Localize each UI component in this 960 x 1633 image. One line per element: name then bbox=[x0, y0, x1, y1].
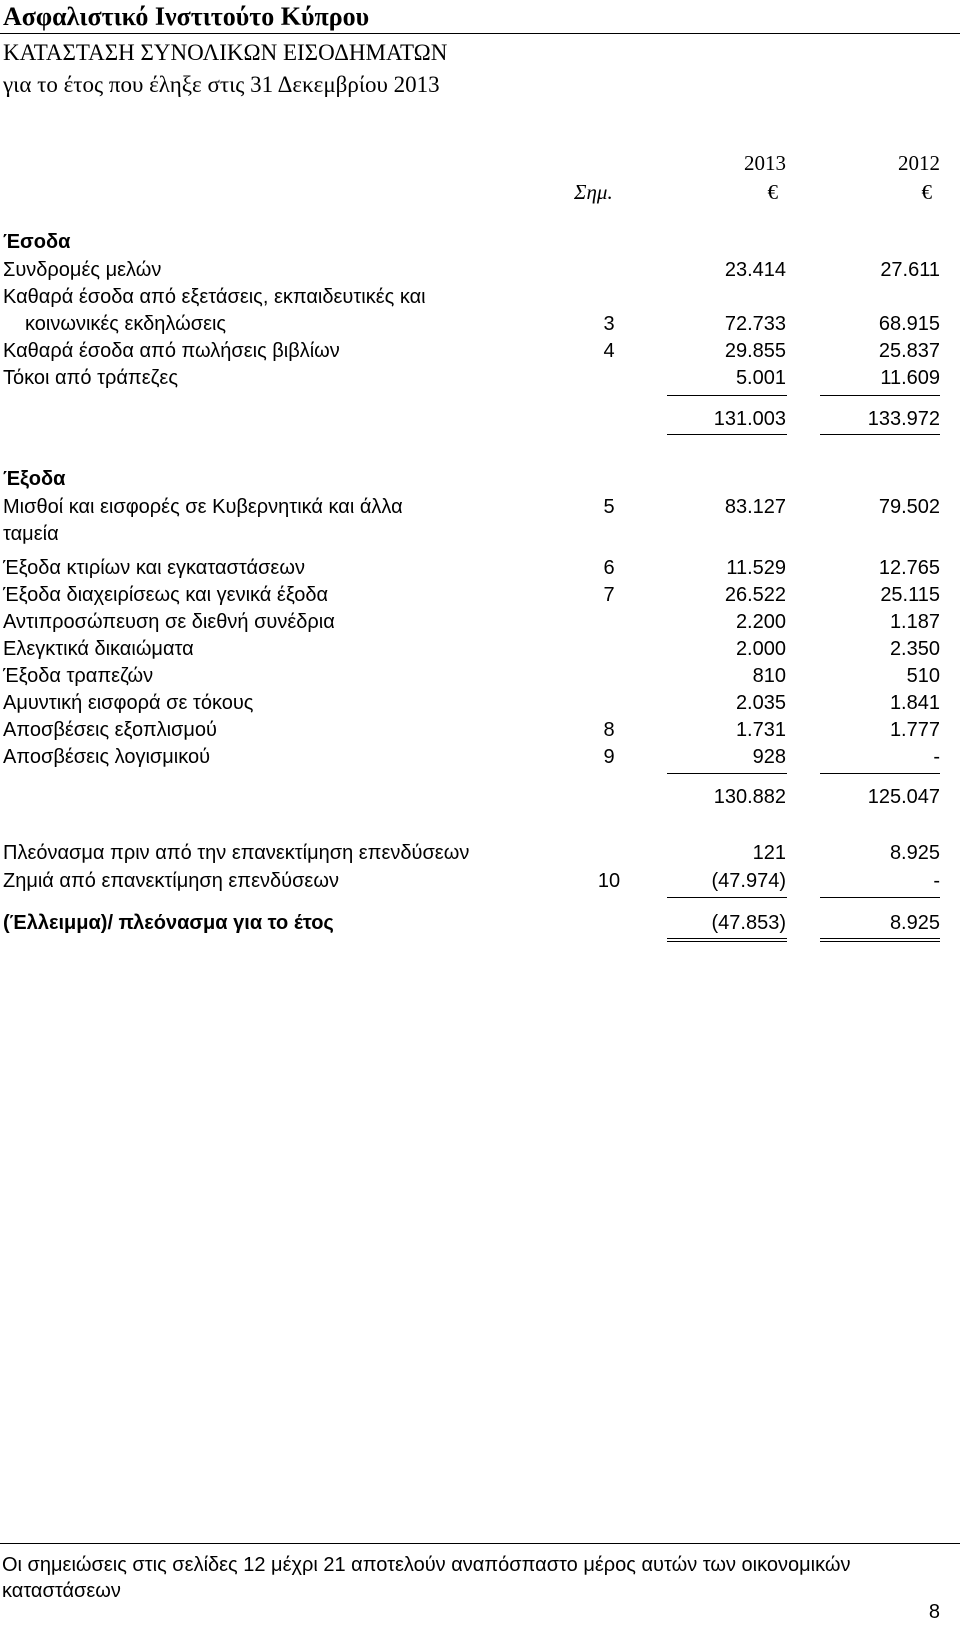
revaluation-loss-label: Ζημιά από επανεκτίμηση επενδύσεων bbox=[3, 870, 339, 892]
row-label: Αμυντική εισφορά σε τόκους bbox=[3, 692, 254, 714]
value-2012: 12.765 bbox=[878, 557, 940, 579]
statement-title: ΚΑΤΑΣΤΑΣΗ ΣΥΝΟΛΙΚΩΝ ΕΙΣΟΔΗΜΑΤΩΝ bbox=[3, 40, 448, 65]
subtotal-rule bbox=[667, 897, 787, 898]
column-year-2013: 2013 bbox=[744, 151, 786, 175]
revaluation-loss-2013: (47.974) bbox=[711, 870, 786, 892]
double-rule bbox=[667, 938, 787, 939]
value-2013: 928 bbox=[752, 746, 786, 768]
note-ref: 10 bbox=[597, 870, 621, 892]
value-2012: 11.609 bbox=[880, 367, 940, 389]
column-year-2012: 2012 bbox=[898, 151, 940, 175]
statement-subtitle: για το έτος που έληξε στις 31 Δεκεμβρίου 2013 bbox=[3, 72, 440, 97]
organization-name: Ασφαλιστικό Ινστιτούτο Κύπρου bbox=[3, 2, 370, 31]
header-divider bbox=[0, 33, 960, 34]
expenses-total-2012: 125.047 bbox=[867, 786, 940, 808]
note-ref: 4 bbox=[603, 340, 615, 362]
value-2013: 810 bbox=[752, 665, 786, 687]
value-2012: 510 bbox=[906, 665, 940, 687]
income-total-2012: 133.972 bbox=[867, 408, 940, 430]
value-2012: 25.837 bbox=[878, 340, 940, 362]
expenses-heading: Έξοδα bbox=[3, 468, 66, 490]
value-2013: 2.035 bbox=[735, 692, 786, 714]
value-2012: 79.502 bbox=[878, 496, 940, 518]
double-rule bbox=[820, 938, 940, 939]
value-2013: 2.200 bbox=[735, 611, 786, 633]
row-label: Μισθοί και εισφορές σε Κυβερνητικά και άλλα bbox=[3, 496, 403, 518]
note-ref: 6 bbox=[603, 557, 615, 579]
value-2013: 23.414 bbox=[724, 259, 786, 281]
footer-divider bbox=[0, 1543, 960, 1544]
column-currency-2013: € bbox=[767, 180, 778, 204]
surplus-before-2012: 8.925 bbox=[889, 842, 940, 864]
value-2012: - bbox=[933, 746, 940, 768]
column-note-label: Σημ. bbox=[574, 180, 613, 204]
column-currency-2012: € bbox=[921, 180, 932, 204]
footer-note: Οι σημειώσεις στις σελίδες 12 μέχρι 21 αποτελούν αναπόσπαστο μέρος αυτών των οικονομικών καταστάσεων bbox=[2, 1554, 851, 1602]
value-2012: 2.350 bbox=[889, 638, 940, 660]
note-ref: 9 bbox=[603, 746, 615, 768]
double-rule bbox=[820, 941, 940, 942]
subtotal-rule bbox=[820, 395, 940, 396]
value-2012: 27.611 bbox=[880, 259, 940, 281]
note-ref: 8 bbox=[603, 719, 615, 741]
value-2013: 26.522 bbox=[724, 584, 786, 606]
surplus-before-label: Πλεόνασμα πριν από την επανεκτίμηση επενδύσεων bbox=[3, 842, 470, 864]
result-label: (Έλλειμμα)/ πλεόνασμα για το έτος bbox=[3, 912, 334, 934]
row-label: Συνδρομές μελών bbox=[3, 259, 162, 281]
income-total-2013: 131.003 bbox=[713, 408, 786, 430]
value-2013: 2.000 bbox=[735, 638, 786, 660]
note-ref: 3 bbox=[603, 313, 615, 335]
row-label: Ελεγκτικά δικαιώματα bbox=[3, 638, 194, 660]
row-label-continued: κοινωνικές εκδηλώσεις bbox=[25, 313, 227, 335]
value-2012: 1.777 bbox=[889, 719, 940, 741]
note-ref: 5 bbox=[603, 496, 615, 518]
subtotal-rule bbox=[667, 395, 787, 396]
value-2012: 1.841 bbox=[889, 692, 940, 714]
row-label: Έξοδα διαχειρίσεως και γενικά έξοδα bbox=[3, 584, 329, 606]
row-label: Αντιπροσώπευση σε διεθνή συνέδρια bbox=[3, 611, 335, 633]
total-rule bbox=[820, 434, 940, 435]
expenses-total-2013: 130.882 bbox=[713, 786, 786, 808]
total-rule bbox=[667, 434, 787, 435]
subtotal-rule bbox=[667, 773, 787, 774]
value-2013: 72.733 bbox=[724, 313, 786, 335]
value-2013: 83.127 bbox=[724, 496, 786, 518]
value-2013: 5.001 bbox=[735, 367, 786, 389]
value-2013: 11.529 bbox=[726, 557, 786, 579]
subtotal-rule bbox=[820, 773, 940, 774]
result-2012: 8.925 bbox=[889, 912, 940, 934]
row-label: Έξοδα τραπεζών bbox=[3, 665, 154, 687]
value-2013: 29.855 bbox=[724, 340, 786, 362]
note-ref: 7 bbox=[603, 584, 615, 606]
double-rule bbox=[667, 941, 787, 942]
page-number: 8 bbox=[928, 1601, 940, 1623]
row-label: Έξοδα κτιρίων και εγκαταστάσεων bbox=[3, 557, 305, 579]
value-2013: 1.731 bbox=[735, 719, 786, 741]
subtotal-rule bbox=[820, 897, 940, 898]
value-2012: 1.187 bbox=[889, 611, 940, 633]
surplus-before-2013: 121 bbox=[752, 842, 786, 864]
row-label: Καθαρά έσοδα από πωλήσεις βιβλίων bbox=[3, 340, 340, 362]
income-heading: Έσοδα bbox=[3, 231, 71, 253]
value-2012: 68.915 bbox=[878, 313, 940, 335]
result-2013: (47.853) bbox=[711, 912, 786, 934]
row-label: Καθαρά έσοδα από εξετάσεις, εκπαιδευτικές και bbox=[3, 286, 426, 308]
row-label: Τόκοι από τράπεζες bbox=[3, 367, 178, 389]
row-label: Αποσβέσεις λογισμικού bbox=[3, 746, 211, 768]
row-label: Αποσβέσεις εξοπλισμού bbox=[3, 719, 217, 741]
row-label-continued: ταμεία bbox=[3, 523, 59, 545]
value-2012: 25.115 bbox=[880, 584, 940, 606]
revaluation-loss-2012: - bbox=[933, 870, 940, 892]
